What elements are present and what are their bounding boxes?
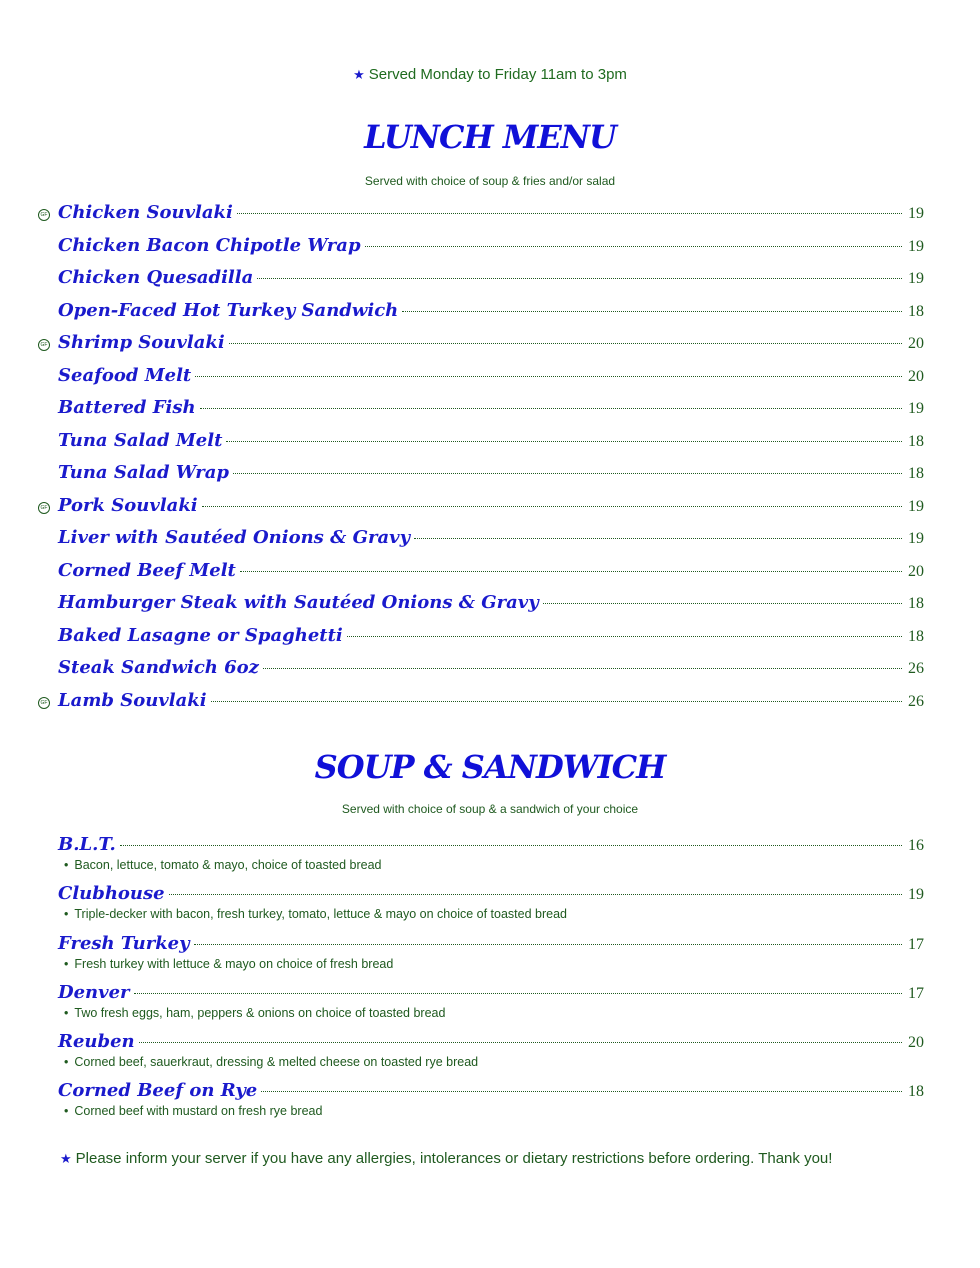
sandwich-item-row [38,834,924,858]
menu-item-name: Baked Lasagne or Spaghetti [58,624,343,646]
sandwich-item [38,982,924,1031]
sandwich-item-price: 19 [908,886,924,904]
menu-item-name: Corned Beef Melt [58,559,236,581]
sandwich-item-description-text: Triple-decker with bacon, fresh turkey, tomato, lettuce & mayo on choice of toasted bread [74,907,567,922]
menu-item-price: 19 [908,270,924,287]
menu-item-name: Chicken Quesadilla [58,267,254,288]
sandwich-item-description [38,1006,924,1020]
dot-leader [402,311,902,312]
menu-item-row [38,495,924,528]
dot-leader [194,944,902,945]
menu-item-name: Lamb Souvlaki [58,689,207,711]
menu-item-row [38,397,924,430]
menu-item-row [38,625,924,658]
dot-leader [195,376,902,377]
sandwich-item-description [38,1104,924,1118]
sandwich-item-description-text: Fresh turkey with lettuce & mayo on choice of fresh bread [74,956,394,971]
service-hours-text: Served Monday to Friday 11am to 3pm [368,66,627,83]
menu-item-name: Chicken Souvlaki [58,202,233,223]
menu-item-name: Tuna Salad Wrap [58,462,229,483]
sandwich-item-row [38,1080,924,1104]
dot-leader [237,213,902,214]
menu-item-price: 26 [908,660,924,677]
bullet-icon: • [64,1005,69,1020]
bullet-icon: • [64,907,69,922]
menu-item-price: 18 [908,432,924,450]
menu-item-row [38,560,924,593]
menu-item-row [38,267,924,300]
service-hours-note [0,66,980,83]
menu-item-row [38,462,924,495]
sandwich-item [38,1080,924,1129]
gf-slot [38,693,52,711]
menu-item-name: Hamburger Steak with Sautéed Onions & Gravy [58,592,539,613]
menu-item-price: 26 [908,692,924,710]
sandwich-item-description-text: Corned beef with mustard on fresh rye bread [74,1104,323,1119]
dot-leader [365,246,902,247]
menu-item-row [38,430,924,463]
dot-leader [233,473,902,474]
lunch-menu-subtitle: Served with choice of soup & fries and/or salad [364,174,616,188]
bullet-icon: • [64,858,69,872]
dot-leader [414,538,902,539]
menu-item-price: 20 [908,562,924,580]
dot-leader [257,278,902,279]
dot-leader [202,506,902,507]
sandwich-item-price: 17 [908,984,924,1002]
sandwich-item-row [38,883,924,907]
gf-slot [38,205,52,223]
dot-leader [347,636,902,637]
dot-leader [240,571,902,572]
sandwich-item-description-text: Corned beef, sauerkraut, dressing & melted cheese on toasted rye bread [74,1055,479,1070]
sandwich-item-price: 16 [908,837,924,854]
menu-item-row [38,332,924,365]
allergy-note [60,1150,832,1167]
menu-item-row [38,657,924,690]
gluten-free-icon: GF [38,339,50,351]
menu-item-price: 19 [908,237,924,255]
sandwich-item-description [38,1055,924,1069]
menu-item-row [38,300,924,333]
sandwich-item-description-text: Two fresh eggs, ham, peppers & onions on choice of toasted bread [74,1005,446,1020]
sandwich-item-price: 18 [908,1083,924,1101]
lunch-menu-title: LUNCH MENU [364,118,616,156]
menu-item-name: Battered Fish [58,397,196,418]
dot-leader [263,668,902,669]
gf-slot [38,335,52,353]
menu-item-row [38,202,924,235]
menu-item-row [38,365,924,398]
sandwich-item [38,883,924,932]
sandwich-item-name: Corned Beef on Rye [58,1080,258,1102]
dot-leader [261,1091,902,1092]
star-icon: ★ [353,67,365,82]
bullet-icon: • [64,1104,69,1119]
menu-item-name: Tuna Salad Melt [58,429,223,451]
sandwich-item [38,1031,924,1080]
menu-item-row [38,690,924,723]
soup-sandwich-title: SOUP & SANDWICH [314,748,666,786]
lunch-menu-list [38,202,924,722]
sandwich-item-row [38,982,924,1006]
sandwich-item-name: Reuben [58,1031,135,1053]
sandwich-item-description [38,957,924,971]
dot-leader [211,701,902,702]
sandwich-item [38,933,924,982]
sandwich-item-price: 20 [908,1034,924,1052]
menu-item-row [38,527,924,560]
gluten-free-icon: GF [38,209,50,221]
bullet-icon: • [64,1055,69,1070]
menu-item-price: 20 [908,367,924,385]
sandwich-item-price: 17 [908,935,924,953]
bullet-icon: • [64,956,69,971]
menu-item-name: Pork Souvlaki [58,494,198,516]
dot-leader [169,894,902,895]
menu-item-price: 19 [908,205,924,222]
menu-item-price: 18 [908,595,924,612]
sandwich-item-name: B.L.T. [58,834,116,855]
soup-sandwich-list [38,834,924,1130]
menu-item-name: Chicken Bacon Chipotle Wrap [58,234,361,256]
sandwich-item-description-text: Bacon, lettuce, tomato & mayo, choice of toasted bread [74,858,382,872]
allergy-note-text: Please inform your server if you have any allergies, intolerances or dietary restrictions before ordering. Thank you! [75,1150,833,1167]
soup-sandwich-subtitle: Served with choice of soup & a sandwich of your choice [341,802,639,816]
dot-leader [543,603,902,604]
dot-leader [200,408,902,409]
menu-item-price: 20 [908,335,924,352]
menu-item-price: 18 [908,627,924,645]
sandwich-item-name: Fresh Turkey [58,932,190,954]
menu-item-name: Steak Sandwich 6oz [58,657,259,678]
dot-leader [226,441,902,442]
gluten-free-icon: GF [38,697,50,709]
menu-item-name: Shrimp Souvlaki [58,332,225,353]
gluten-free-icon: GF [38,502,50,514]
menu-item-price: 18 [908,465,924,482]
sandwich-item-name: Clubhouse [58,883,165,905]
dot-leader [134,993,902,994]
sandwich-item-row [38,1031,924,1055]
menu-item-row [38,592,924,625]
menu-item-price: 19 [908,400,924,417]
menu-item-name: Open-Faced Hot Turkey Sandwich [58,299,399,321]
dot-leader [139,1042,902,1043]
menu-item-price: 19 [908,497,924,515]
dot-leader [229,343,902,344]
gf-slot [38,498,52,516]
menu-item-name: Liver with Sautéed Onions & Gravy [58,527,411,548]
sandwich-item-description [38,907,924,921]
sandwich-item-description [38,858,924,872]
star-icon: ★ [60,1151,72,1166]
menu-item-price: 18 [908,302,924,320]
sandwich-item-row [38,933,924,957]
menu-item-price: 19 [908,530,924,547]
dot-leader [120,845,902,846]
sandwich-item [38,834,924,883]
menu-item-name: Seafood Melt [58,364,192,386]
sandwich-item-name: Denver [58,981,130,1003]
menu-item-row [38,235,924,268]
